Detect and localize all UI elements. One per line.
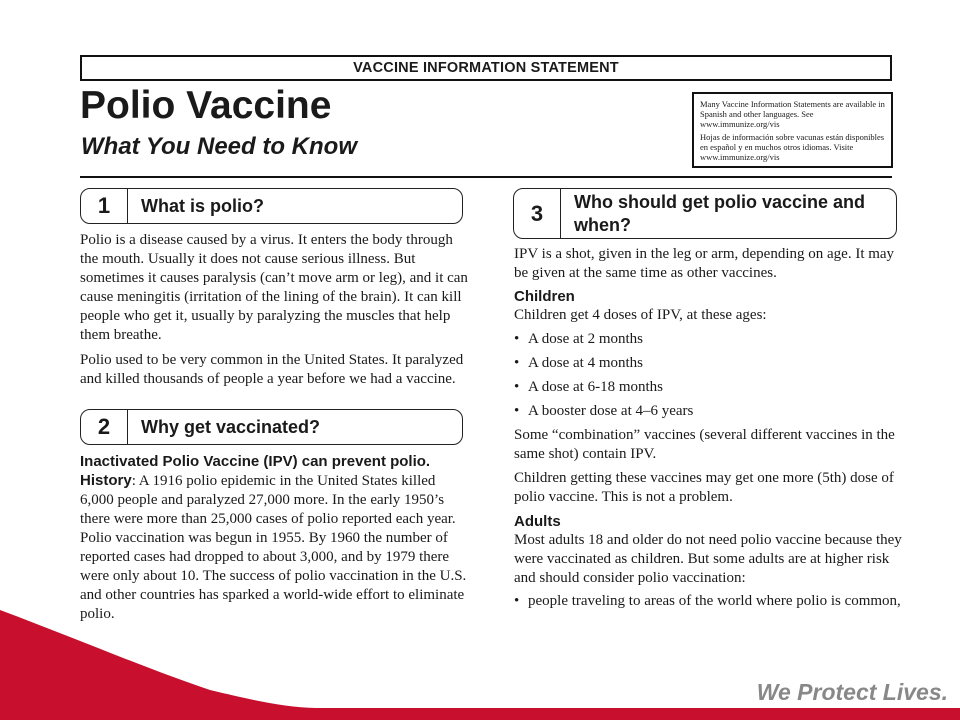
dose-text: A dose at 4 months <box>528 355 643 371</box>
adult-bullet-text: people traveling to areas of the world where polio is common, <box>528 593 901 609</box>
dose-list-item <box>514 354 904 373</box>
children-heading: Children <box>514 288 575 305</box>
dose-list-item <box>514 402 904 421</box>
history-text: : A 1916 polio epidemic in the United States killed 6,000 people and paralyzed 27,000 more. In the early 1950’s there were more than 25,000 cases of polio reported each year. Polio vaccination was begun in 1955. By 1960 the number of reported cases had dropped to about 3,000, and by 1979 there were only about 10. The success of polio vaccination in the U.S. and other countries has sparked a world-wide effort to eliminate polio. <box>80 473 467 622</box>
language-note-box <box>692 92 893 168</box>
combination-vaccines-text: Some “combination” vaccines (several different vaccines in the same shot) contain IPV. <box>514 427 895 462</box>
page-subtitle: What You Need to Know <box>81 133 357 160</box>
section-1-number: 1 <box>81 189 128 223</box>
section-3-heading: Who should get polio vaccine and when? <box>574 191 866 235</box>
section-1-paragraph-1: Polio is a disease caused by a virus. It enters the body through the mouth. Usually it does not cause serious illness. But sometimes it causes paralysis (can’t move arm or leg), and it can cause meningitis (irritation of the lining of the brain). It can kill people who get it, usually by paralyzing the muscles that help them breathe. <box>80 232 468 343</box>
section-2-subheading: Inactivated Polio Vaccine (IPV) can prevent polio. <box>80 453 431 470</box>
history-label: History <box>80 472 132 489</box>
adults-text: Most adults 18 and older do not need polio vaccine because they were vaccinated as children. But some adults are at higher risk and should consider polio vaccination: <box>514 532 902 586</box>
header-label: VACCINE INFORMATION STATEMENT <box>353 60 619 76</box>
brand-tagline: We Protect Lives. <box>756 679 948 705</box>
bullet-icon: • <box>514 593 520 609</box>
dose-text: A dose at 2 months <box>528 331 643 347</box>
section-3-body <box>514 245 904 616</box>
bullet-icon: • <box>514 331 520 347</box>
section-3-intro: IPV is a shot, given in the leg or arm, depending on age. It may be given at the same time as other vaccines. <box>514 246 895 281</box>
dose-list-item <box>514 330 904 349</box>
section-1-header <box>80 188 463 224</box>
header-divider <box>80 176 892 178</box>
dose-text: A dose at 6-18 months <box>528 379 663 395</box>
dose-list-item <box>514 378 904 397</box>
adults-heading: Adults <box>514 513 561 530</box>
bullet-icon: • <box>514 403 520 419</box>
page-title: Polio Vaccine <box>80 84 332 127</box>
dose-text: A booster dose at 4–6 years <box>528 403 694 419</box>
bullet-icon: • <box>514 355 520 371</box>
section-1-body <box>80 231 468 389</box>
fifth-dose-text: Children getting these vaccines may get one more (5th) dose of polio vaccine. This is not a problem. <box>514 470 894 505</box>
section-1-paragraph-2: Polio used to be very common in the United States. It paralyzed and killed thousands of people a year before we had a vaccine. <box>80 352 464 387</box>
language-note-english: Many Vaccine Information Statements are available in Spanish and other languages. See www.immunize.org/vis <box>700 99 885 129</box>
bullet-icon: • <box>514 379 520 395</box>
section-2-body <box>80 452 472 624</box>
section-3-header <box>513 188 897 239</box>
section-2-header <box>80 409 463 445</box>
section-2-heading: Why get vaccinated? <box>141 416 321 437</box>
section-2-number: 2 <box>81 410 128 444</box>
children-intro: Children get 4 doses of IPV, at these ages: <box>514 307 767 323</box>
language-note-spanish: Hojas de información sobre vacunas están disponibles en español y en muchos otros idiomas. Visite www.immunize.org/vis <box>700 132 885 162</box>
section-3-number: 3 <box>514 189 561 238</box>
section-1-heading: What is polio? <box>141 195 264 216</box>
document-header <box>80 55 892 81</box>
